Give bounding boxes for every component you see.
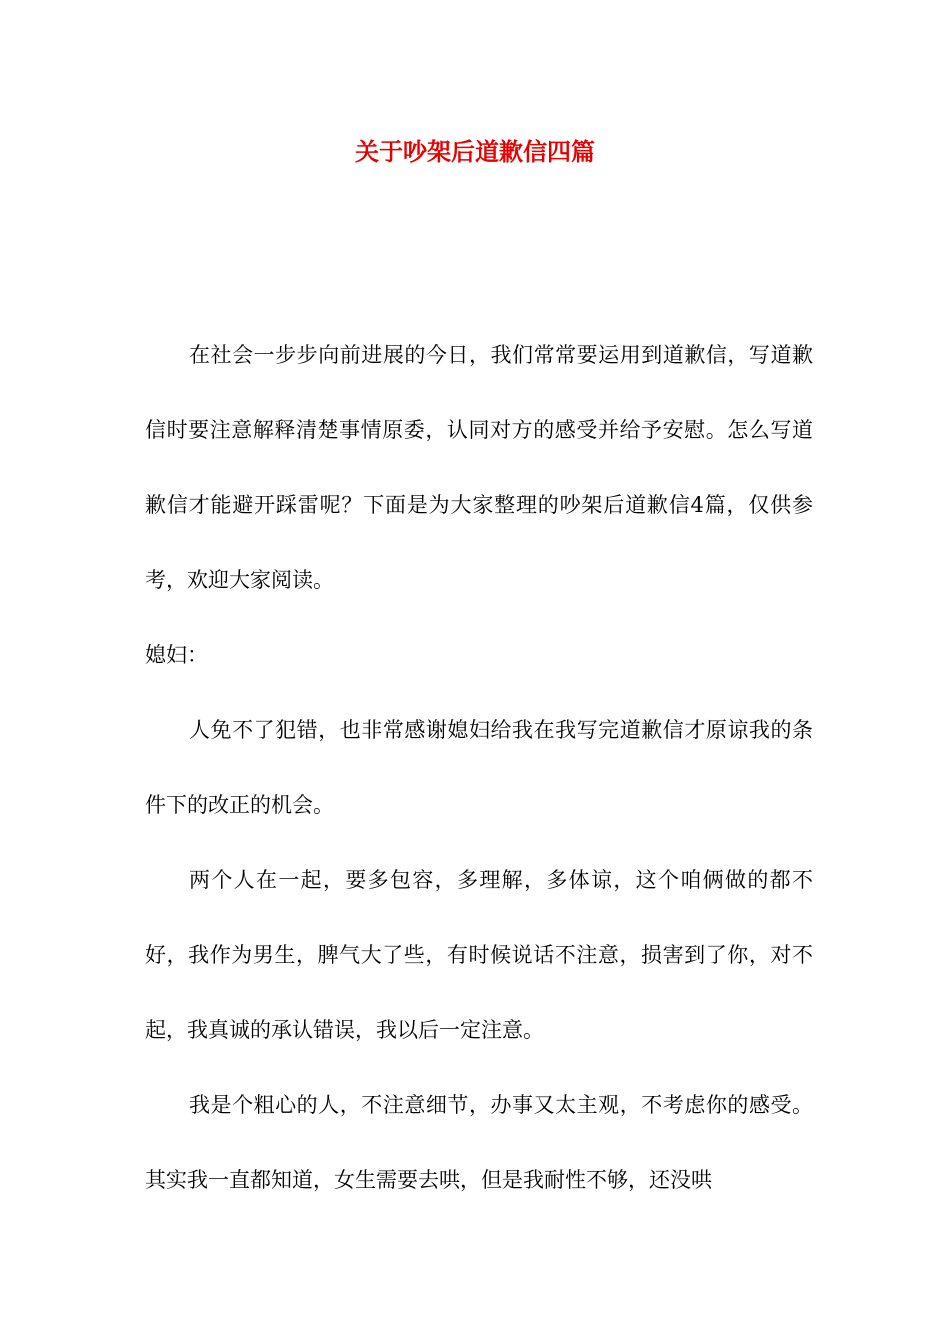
paragraph-salutation: 媳妇： (145, 643, 208, 667)
paragraph-apology: 两个人在一起，要多包容，多理解，多体谅，这个咱俩做的都不好，我作为男生，脾气大了些，有时候说话不注意，损害到了你，对不起，我真诚的承认错误，我以后一定注意。 (145, 868, 813, 1042)
document-title: 关于吵架后道歉信四篇 (355, 137, 595, 166)
paragraph-intro: 在社会一步步向前进展的今日，我们常常要运用到道歉信，写道歉信时要注意解释清楚事情原委，认同对方的感受并给予安慰。怎么写道歉信才能避开踩雷呢？下面是为大家整理的吵架后道歉信4篇，仅供参考，欢迎大家阅读。 (145, 343, 813, 592)
document-body (145, 318, 813, 1218)
paragraph-thanks: 人免不了犯错，也非常感谢媳妇给我在我写完道歉信才原谅我的条件下的改正的机会。 (145, 718, 813, 817)
paragraph-confession: 我是个粗心的人，不注意细节，办事又太主观，不考虑你的感受。其实我一直都知道，女生需要去哄，但是我耐性不够，还没哄 (145, 1093, 813, 1192)
